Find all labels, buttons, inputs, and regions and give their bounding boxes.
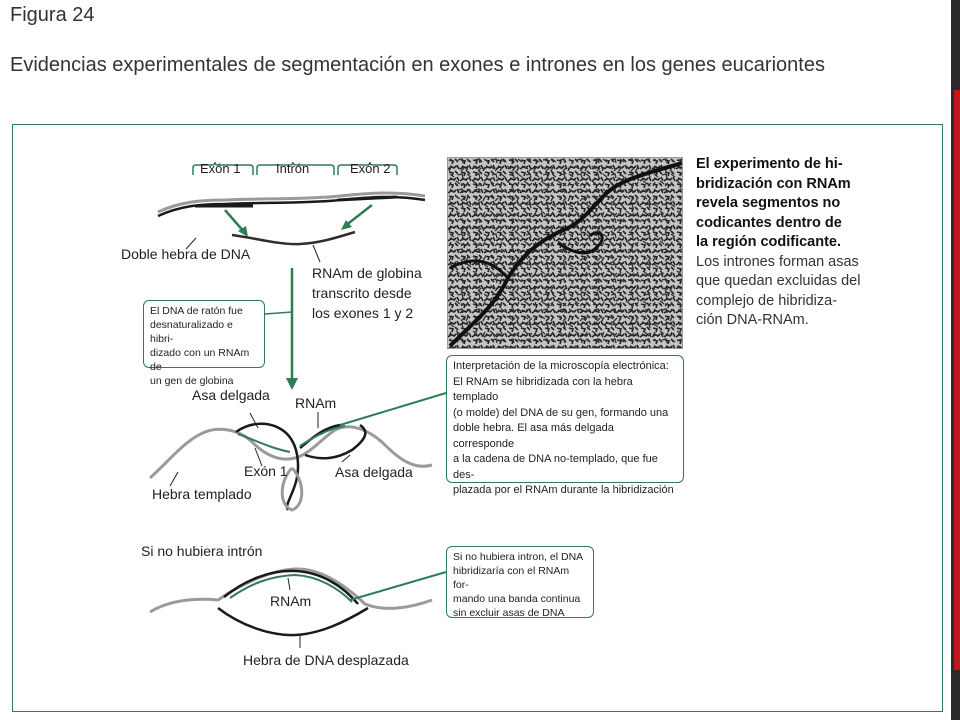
denatured-line: desnaturalizado e hibri- xyxy=(150,319,233,345)
explanation-bold-line: la región codificante. xyxy=(696,234,842,250)
intron-top-label: Intrón xyxy=(276,161,310,176)
box1-connector xyxy=(265,312,292,314)
exon2-segment xyxy=(338,197,397,200)
box2-connector xyxy=(340,393,446,425)
mrna-strand xyxy=(232,232,355,244)
interpretation-line: El RNAm se hibridizada con la hebra templado xyxy=(453,375,633,403)
explanation-bold-line: El experimento de hi- xyxy=(696,156,843,172)
exon1-top-label: Exón 1 xyxy=(200,161,241,176)
no-intron-line: hibridizaría con el RNAm for- xyxy=(453,565,570,591)
explanation-bold-line: bridización con RNAm xyxy=(696,175,851,192)
denatured-box xyxy=(143,300,265,387)
thin-loop-2-pointer xyxy=(342,455,350,462)
mrna-globin-line3: los exones 1 y 2 xyxy=(312,305,414,321)
mrna-green-left xyxy=(238,434,290,452)
arrow-exon2 xyxy=(345,205,372,226)
explanation-line: complejo de hibridiza- xyxy=(696,292,838,309)
exon2-top-label: Exón 2 xyxy=(350,161,391,176)
explanation-line: Los intrones forman asas xyxy=(696,253,859,270)
explanation-bold-line: revela segmentos no xyxy=(696,195,841,211)
process-arrow-head xyxy=(286,378,298,390)
explanation-line: que quedan excluidas del xyxy=(696,273,861,289)
denatured-line: dizado con un RNAm de xyxy=(150,347,250,373)
figure-label: Figura 24 xyxy=(10,4,95,26)
interpretation-line: plazada por el RNAm durante la hibridización xyxy=(453,484,674,496)
denatured-line: El DNA de ratón fue xyxy=(150,305,243,317)
displaced-strand-label: Hebra de DNA desplazada xyxy=(243,652,409,668)
no-intron-line: Si no hubiera intron, el DNA xyxy=(453,551,584,563)
no-intron-line: mando una banda continua xyxy=(453,593,581,605)
rnam-bottom-pointer xyxy=(288,578,290,590)
thin-loop-1-label: Asa delgada xyxy=(192,387,270,403)
no-intron-line: sin excluir asas de DNA xyxy=(453,607,565,619)
mrna-pointer xyxy=(313,245,320,262)
interpretation-line: a la cadena de DNA no-templado, que fue des- xyxy=(453,453,658,481)
rnam-bottom-label: RNAm xyxy=(270,593,312,609)
thin-loop-2-label: Asa delgada xyxy=(335,464,413,480)
template-strand-label: Hebra templado xyxy=(152,486,252,502)
box3-connector xyxy=(350,572,446,600)
interpretation-line: (o molde) del DNA de su gen, formando una xyxy=(453,406,669,419)
interpretation-line: Interpretación de la microscopía electrónica: xyxy=(453,360,669,372)
mrna-globin-line2: transcrito desde xyxy=(312,285,412,301)
explanation-text xyxy=(696,155,886,331)
template-pointer xyxy=(170,472,178,486)
mrna-globin-line1: RNAm de globina xyxy=(312,265,422,281)
double-strand-label: Doble hebra de DNA xyxy=(121,246,251,262)
explanation-bold-line: codicantes dentro de xyxy=(696,214,842,231)
explanation-line: ción DNA-RNAm. xyxy=(696,312,809,328)
no-intron-box xyxy=(446,546,594,618)
interpretation-box xyxy=(446,355,684,496)
exon1-mid-label: Exón 1 xyxy=(244,463,288,479)
no-intron-label: Si no hubiera intrón xyxy=(141,543,263,559)
figure-title: Evidencias experimentales de segmentación en exones e intrones en los genes eucariontes xyxy=(10,54,825,76)
interpretation-line: doble hebra. El asa más delgada corresponde xyxy=(453,422,614,450)
rnam-mid-label: RNAm xyxy=(295,395,337,411)
displaced-strand xyxy=(218,608,368,635)
denatured-line: un gen de globina xyxy=(150,375,234,387)
